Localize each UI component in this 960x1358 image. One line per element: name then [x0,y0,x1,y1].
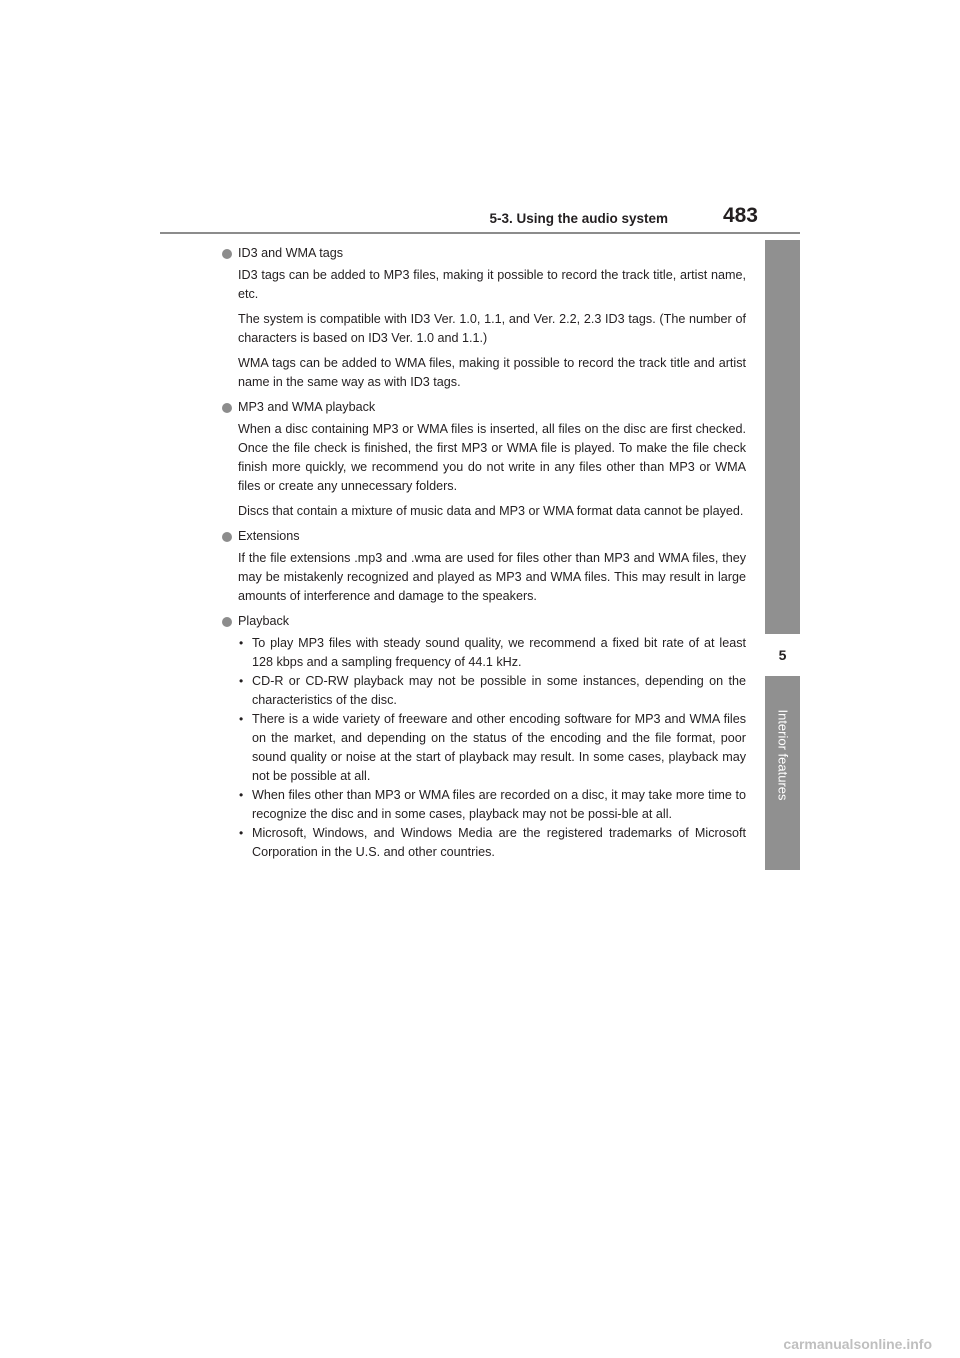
dot-bullet-icon: • [239,788,244,802]
circle-bullet-icon [222,617,232,627]
section-id3-wma-tags [222,244,746,392]
list-item-text: When files other than MP3 or WMA files are recorded on a disc, it may take more time to recognize the disc and in some cases, playback may not be possi-ble at all. [252,788,746,821]
footer-watermark: carmanualsonline.info [783,1336,932,1352]
section-playback [222,612,746,862]
dot-bullet-icon: • [239,674,244,688]
list-item-text: Microsoft, Windows, and Windows Media are the registered trademarks of Microsoft Corporation in the U.S. and other countries. [252,826,746,859]
chapter-side-tab [765,240,800,870]
heading-text: ID3 and WMA tags [238,246,343,260]
section-heading [222,527,746,546]
list-item-text: To play MP3 files with steady sound quality, we recommend a fixed bit rate of at least 128 kbps and a sampling frequency of 44.1 kHz. [252,636,746,669]
dot-bullet-icon: • [239,712,244,726]
circle-bullet-icon [222,532,232,542]
page-content [222,244,746,868]
paragraph: ID3 tags can be added to MP3 files, making it possible to record the track title, artist name, etc. [238,268,746,301]
list-item [238,634,746,672]
paragraph: Discs that contain a mixture of music data and MP3 or WMA format data cannot be played. [238,504,744,518]
paragraph: If the file extensions .mp3 and .wma are used for files other than MP3 and WMA files, they may be mistakenly recognized and played as MP3 and WMA files. This may result in large amounts of interference and damage to the speakers. [238,551,746,603]
section-extensions [222,527,746,606]
list-item [238,786,746,824]
section-heading [222,612,746,631]
chapter-label-wrap [765,690,800,820]
chapter-label: Interior features [775,709,790,801]
section-heading [222,244,746,263]
paragraph: WMA tags can be added to WMA files, making it possible to record the track title and artist name in the same way as with ID3 tags. [238,356,746,389]
section-heading [222,398,746,417]
list-item-text: CD-R or CD-RW playback may not be possible in some instances, depending on the characteristics of the disc. [252,674,746,707]
list-item [238,824,746,862]
section-title: 5-3. Using the audio system [489,211,668,226]
dot-bullet-icon: • [239,826,244,840]
section-mp3-wma-playback [222,398,746,521]
heading-text: Playback [238,614,290,628]
paragraph: The system is compatible with ID3 Ver. 1.0, 1.1, and Ver. 2.2, 2.3 ID3 tags. (The number of characters is based on ID3 Ver. 1.0 and 1.1.) [238,312,746,345]
page-number: 483 [722,204,758,227]
list-item [238,710,746,786]
dot-bullet-icon: • [239,636,244,650]
heading-text: MP3 and WMA playback [238,400,376,414]
heading-text: Extensions [238,529,300,543]
circle-bullet-icon [222,249,232,259]
list-item [238,672,746,710]
list-item-text: There is a wide variety of freeware and other encoding software for MP3 and WMA files on the market, and depending on the status of the encoding and the file format, poor sound quality or noise at the start of playback may result. In some cases, playback may not be possible at all. [252,712,746,783]
circle-bullet-icon [222,403,232,413]
paragraph: When a disc containing MP3 or WMA files is inserted, all files on the disc are first checked. Once the file check is finished, the first MP3 or WMA file is played. To make the file check finish more quickly, we recommend you do not write in any files other than MP3 or WMA files or create any unnecessary folders. [238,422,746,493]
page-header [160,204,800,234]
chapter-number: 5 [765,634,800,676]
playback-bullet-list [222,634,746,862]
